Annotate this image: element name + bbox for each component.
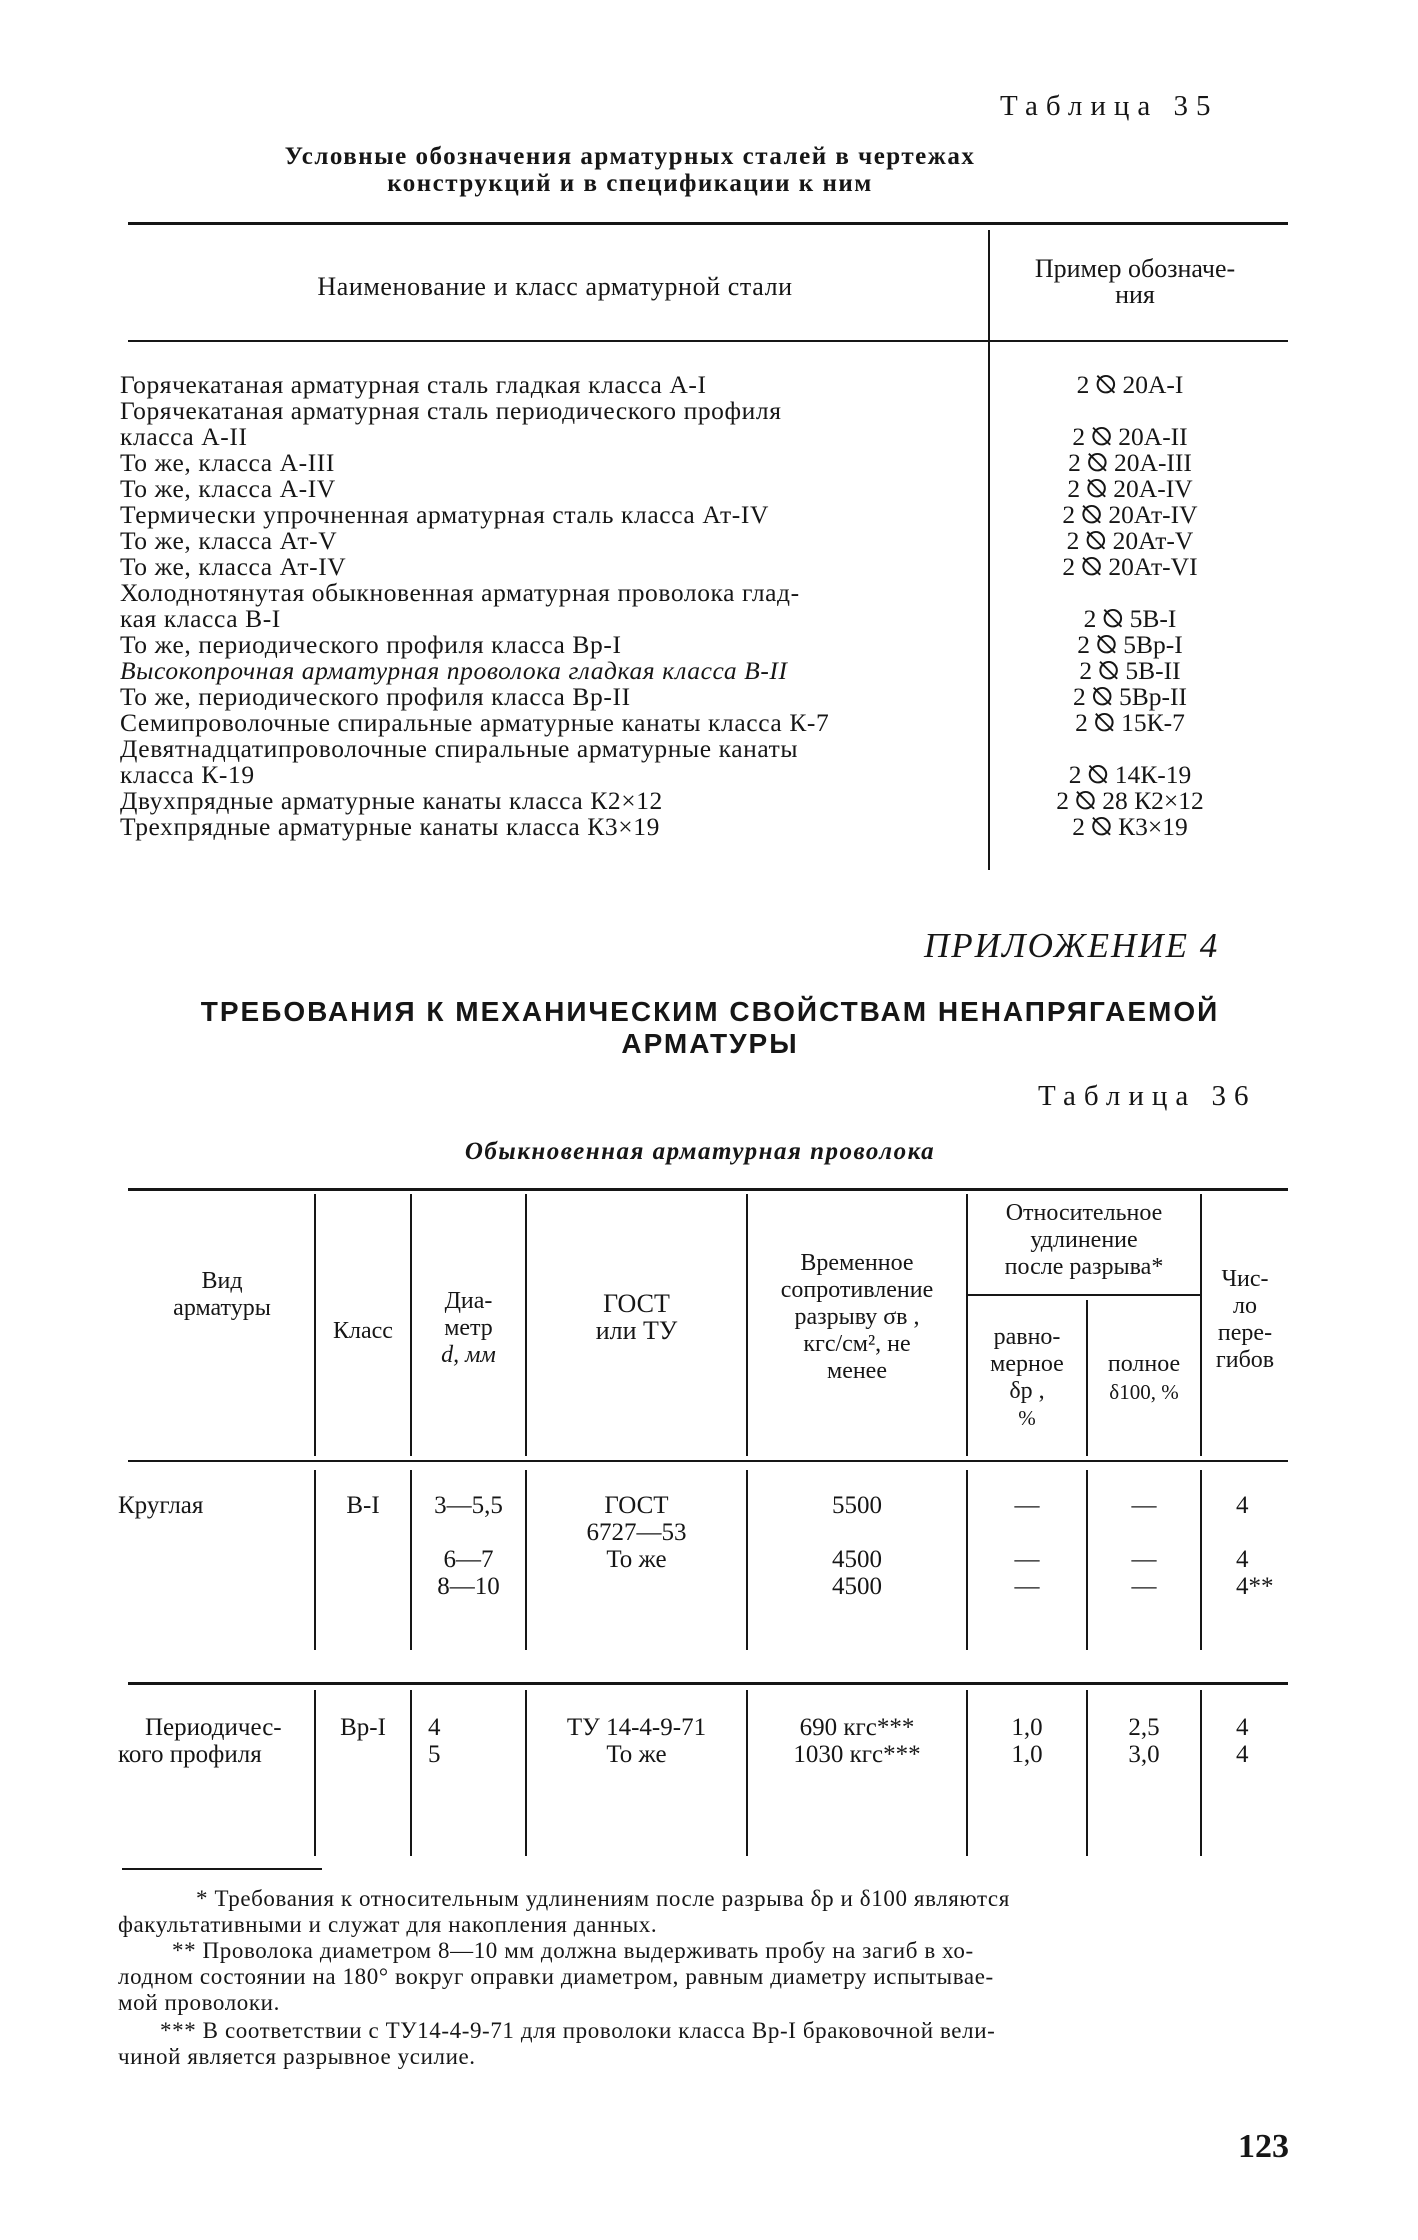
steel-name-line: Трехпрядные арматурные канаты класса К3×19 — [120, 812, 660, 841]
cell-full-elongation: 3,0 — [1128, 1741, 1160, 1768]
cell-full-elongation: 2,5 — [1128, 1714, 1160, 1741]
cell-class: Вр-I — [340, 1714, 386, 1741]
table35-column-divider — [988, 230, 990, 870]
cell-gost: ТУ 14-4-9-71 — [566, 1714, 707, 1741]
cell-bends: 4 — [1236, 1741, 1249, 1768]
steel-name-line: То же, периодического профиля класса Вр-I — [120, 630, 622, 659]
designation-example: 2 ⦰ 20Ат-IV — [1062, 500, 1198, 529]
header-diameter-line2: метр — [444, 1315, 493, 1341]
cell-uniform-elongation: — — [1014, 1492, 1040, 1519]
appendix-label: ПРИЛОЖЕНИЕ 4 — [924, 926, 1220, 965]
designation-example: 2 ⦰ 5В-I — [1083, 604, 1177, 633]
cell-diameter: 8—10 — [437, 1573, 500, 1600]
footnote-line: мой проволоки. — [118, 1990, 280, 2015]
designation-example: 2 ⦰ К3×19 — [1072, 812, 1188, 841]
header-full-line1: полное — [1107, 1351, 1181, 1377]
header-uniform-line1: равно- — [993, 1324, 1061, 1350]
cell-class: В-I — [346, 1492, 380, 1519]
header-strength-line5: менее — [827, 1358, 887, 1384]
header-strength-line3: разрыву σв , — [794, 1304, 920, 1330]
cell-gost: 6727—53 — [586, 1519, 687, 1546]
header-type-line2: арматуры — [173, 1295, 271, 1321]
cell-uniform-elongation: — — [1014, 1546, 1040, 1573]
header-bends-line1: Чис- — [1221, 1266, 1269, 1292]
table35-title-line1: Условные обозначения арматурных сталей в чертежах — [284, 143, 976, 170]
cell-uniform-elongation: 1,0 — [1011, 1714, 1043, 1741]
cell-diameter: 5 — [428, 1741, 441, 1768]
header-elongation-line2: удлинение — [1030, 1227, 1138, 1253]
designation-example: 2 ⦰ 20А-II — [1072, 422, 1188, 451]
designation-example: 2 ⦰ 5Вр-II — [1073, 682, 1187, 711]
steel-name-line: Горячекатаная арматурная сталь гладкая класса А-I — [120, 370, 707, 399]
cell-diameter: 3—5,5 — [434, 1492, 503, 1519]
table35-header-name: Наименование и класс арматурной стали — [317, 272, 793, 301]
header-diameter-line1: Диа- — [444, 1288, 493, 1314]
cell-full-elongation: — — [1131, 1492, 1157, 1519]
footnote-line: лодном состоянии на 180° вокруг оправки диаметром, равным диаметру испытывае- — [118, 1964, 994, 1989]
cell-bends: 4 — [1236, 1546, 1249, 1573]
steel-name-line: класса К-19 — [120, 760, 255, 789]
designation-example: 2 ⦰ 20Ат-V — [1066, 526, 1194, 555]
steel-name-line: Девятнадцатипроволочные спиральные арматурные канаты — [120, 734, 799, 763]
footnote-line: *** В соответствии с ТУ14-4-9-71 для проволоки класса Вр-I браковочной вели- — [160, 2018, 996, 2043]
steel-name-line: Высокопрочная арматурная проволока гладкая класса В-II — [120, 656, 788, 685]
cell-strength: 4500 — [832, 1573, 882, 1600]
cell-diameter: 4 — [428, 1714, 441, 1741]
cell-bends: 4 — [1236, 1714, 1249, 1741]
steel-name-line: Двухпрядные арматурные канаты класса К2×12 — [120, 786, 663, 815]
cell-uniform-elongation: — — [1014, 1573, 1040, 1600]
table36-top-rule — [128, 1188, 1288, 1191]
table36-subtitle: Обыкновенная арматурная проволока — [464, 1138, 936, 1165]
header-strength-line1: Временное — [800, 1250, 914, 1276]
footnote-line: факультативными и служат для накопления данных. — [118, 1912, 658, 1937]
header-diameter-line3: d, мм — [441, 1342, 496, 1368]
designation-example: 2 ⦰ 28 К2×12 — [1056, 786, 1204, 815]
table36-divider — [410, 1690, 412, 1856]
cell-uniform-elongation: 1,0 — [1011, 1741, 1043, 1768]
cell-strength: 4500 — [832, 1546, 882, 1573]
cell-bends: 4 — [1236, 1492, 1249, 1519]
cell-gost: То же — [606, 1741, 667, 1768]
designation-example: 2 ⦰ 20А-III — [1068, 448, 1192, 477]
header-strength-line2: сопротивление — [780, 1277, 934, 1303]
header-class: Класс — [333, 1318, 393, 1344]
cell-full-elongation: — — [1131, 1573, 1157, 1600]
header-uniform-line2: мерное — [990, 1351, 1064, 1377]
cell-type: Круглая — [118, 1492, 204, 1519]
table36-header-rule — [128, 1460, 1288, 1462]
table36-divider — [1200, 1690, 1202, 1856]
table36-group-rule — [128, 1682, 1288, 1685]
table35-header-rule — [128, 340, 1288, 342]
footnote-line: * Требования к относительным удлинениям после разрыва δр и δ100 являются — [196, 1886, 1010, 1911]
header-gost-line2: или ТУ — [595, 1316, 678, 1345]
header-bends-line4: гибов — [1215, 1347, 1275, 1373]
designation-example: 2 ⦰ 15К-7 — [1075, 708, 1185, 737]
cell-strength: 690 кгс*** — [799, 1714, 915, 1741]
header-type-line1: Вид — [201, 1268, 243, 1294]
steel-name-line: кая класса В-I — [120, 604, 281, 633]
appendix-title-line1: ТРЕБОВАНИЯ К МЕХАНИЧЕСКИМ СВОЙСТВАМ НЕНАПРЯГАЕМОЙ — [200, 996, 1220, 1027]
steel-name-line: То же, класса Ат-IV — [120, 552, 347, 581]
header-bends-line3: пере- — [1217, 1320, 1273, 1346]
header-bends-line2: ло — [1233, 1293, 1257, 1319]
appendix-title-line2: АРМАТУРЫ — [621, 1028, 799, 1059]
page-number: 123 — [1238, 2128, 1289, 2165]
steel-name-line: Горячекатаная арматурная сталь периодического профиля — [120, 396, 782, 425]
header-full-line2: δ100, % — [1109, 1380, 1179, 1404]
steel-name-line: Холоднотянутая обыкновенная арматурная проволока глад- — [120, 578, 800, 607]
table35-top-rule — [128, 222, 1288, 225]
cell-type: кого профиля — [118, 1741, 262, 1768]
cell-strength: 1030 кгс*** — [793, 1741, 921, 1768]
designation-example: 2 ⦰ 20А-I — [1076, 370, 1184, 399]
cell-full-elongation: — — [1131, 1546, 1157, 1573]
designation-example: 2 ⦰ 20А-IV — [1067, 474, 1193, 503]
footnote-line: ** Проволока диаметром 8—10 мм должна выдерживать пробу на загиб в хо- — [172, 1938, 974, 1963]
header-uniform-line3: δр , — [1009, 1378, 1045, 1404]
steel-name-line: То же, периодического профиля класса Вр-II — [120, 682, 631, 711]
table36-label: Таблица 36 — [1038, 1080, 1257, 1112]
cell-gost: То же — [606, 1546, 667, 1573]
header-strength-line4: кгс/см², не — [803, 1331, 911, 1357]
steel-name-line: Семипроволочные спиральные арматурные канаты класса К-7 — [120, 708, 830, 737]
cell-type: Периодичес- — [145, 1714, 282, 1741]
designation-example: 2 ⦰ 14К-19 — [1068, 760, 1192, 789]
designation-example: 2 ⦰ 20Ат-VI — [1062, 552, 1198, 581]
cell-bends: 4** — [1236, 1573, 1274, 1600]
steel-name-line: класса А-II — [120, 422, 248, 451]
header-gost-line1: ГОСТ — [603, 1289, 670, 1318]
steel-name-line: То же, класса Ат-V — [120, 526, 338, 555]
header-uniform-line4: % — [1018, 1406, 1036, 1430]
cell-strength: 5500 — [832, 1492, 882, 1519]
cell-gost: ГОСТ — [604, 1492, 669, 1519]
table36-divider — [1086, 1300, 1088, 1456]
table36-elongation-rule — [968, 1294, 1200, 1296]
designation-example: 2 ⦰ 5Вр-I — [1077, 630, 1183, 659]
cell-diameter: 6—7 — [443, 1546, 494, 1573]
steel-name-line: Термически упрочненная арматурная сталь класса Ат-IV — [120, 500, 770, 529]
table35-title-line2: конструкций и в спецификации к ним — [387, 170, 873, 197]
footnote-line: чиной является разрывное усилие. — [118, 2044, 476, 2069]
footnote-separator — [122, 1868, 322, 1870]
header-elongation-line3: после разрыва* — [1004, 1254, 1164, 1280]
steel-name-line: То же, класса А-III — [120, 448, 335, 477]
designation-example: 2 ⦰ 5В-II — [1079, 656, 1181, 685]
header-elongation-line1: Относительное — [1005, 1200, 1163, 1226]
steel-name-line: То же, класса А-IV — [120, 474, 336, 503]
table35-label: Таблица 35 — [1000, 90, 1219, 122]
table35-header-example-line2: ния — [1115, 280, 1155, 309]
table36-divider — [1200, 1470, 1202, 1650]
table35-header-example-line1: Пример обозначе- — [1034, 254, 1236, 283]
